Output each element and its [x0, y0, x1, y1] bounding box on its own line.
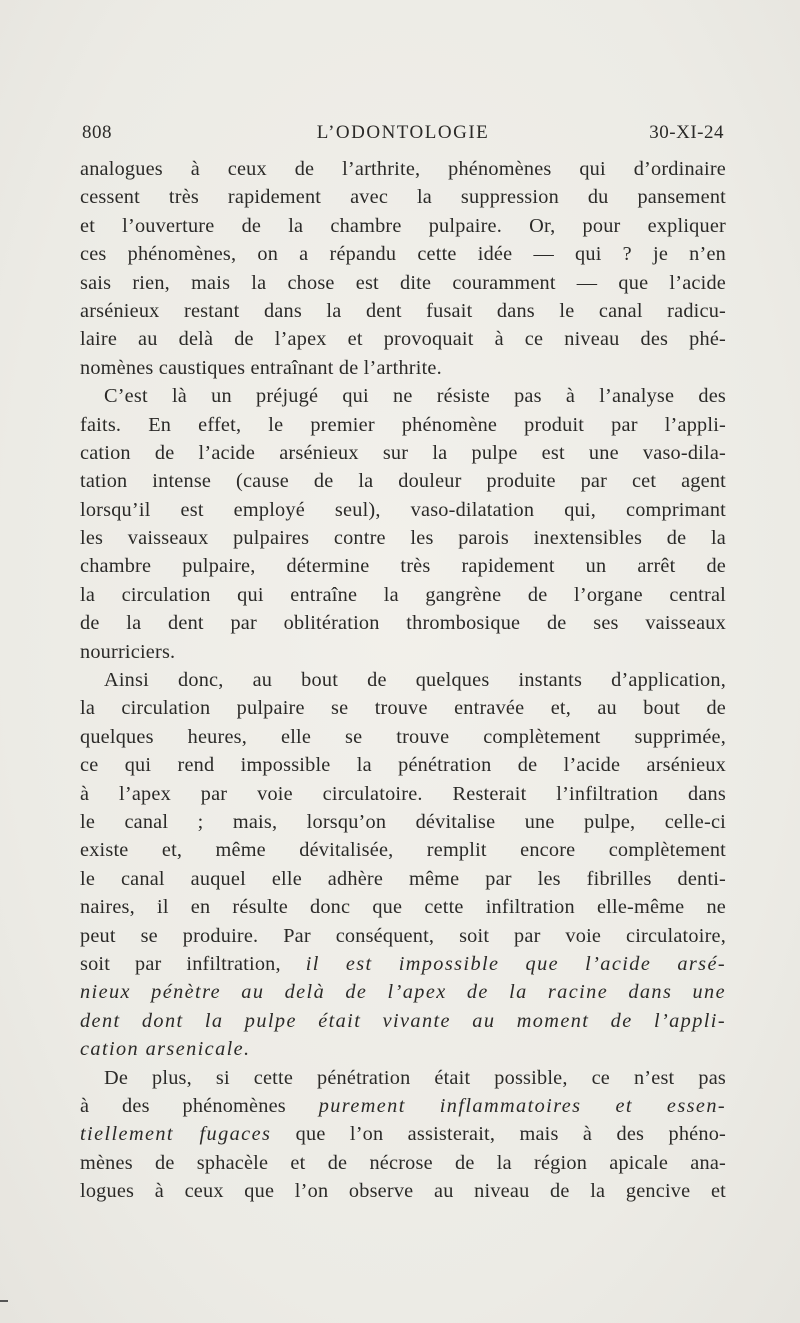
- italic-text: tiellement fugaces: [80, 1123, 272, 1146]
- text-line: quelques heures, elle se trouve complètement supprimée,: [80, 725, 726, 748]
- paragraph-start: C’est là un préjugé qui ne résiste pas à l’analyse des: [104, 385, 726, 408]
- scan-edge-mark: [0, 1300, 8, 1302]
- text-line: ce qui rend impossible la pénétration de l’acide arsénieux: [80, 754, 726, 777]
- italic-text: il est impossible que l’acide arsé-: [305, 952, 727, 975]
- body-text: [80, 155, 726, 1205]
- text-line: ces phénomènes, on a répandu cette idée — qui ? je n’en: [80, 243, 726, 266]
- text-line: lorsqu’il est employé seul), vaso-dilatation qui, comprimant: [80, 498, 726, 521]
- italic-line: cation arsenicale.: [80, 1038, 251, 1061]
- page-header: [82, 122, 724, 152]
- paragraph-start: De plus, si cette pénétration était possible, ce n’est pas: [104, 1066, 726, 1089]
- running-title: L’ODONTOLOGIE: [316, 122, 490, 143]
- text-line: chambre pulpaire, détermine très rapidement un arrêt de: [80, 555, 726, 578]
- text-line: arsénieux restant dans la dent fusait dans le canal radicu-: [80, 299, 726, 322]
- italic-line: nieux pénètre au delà de l’apex de la racine dans une: [80, 981, 726, 1004]
- text-line-mixed: [80, 1092, 726, 1120]
- text-line: de la dent par oblitération thrombosique de ses vaisseaux: [80, 612, 726, 635]
- issue-date: 30-XI-24: [649, 122, 724, 143]
- italic-text: purement inflammatoires et essen-: [318, 1094, 727, 1117]
- text-line: la circulation pulpaire se trouve entravée et, au bout de: [80, 697, 726, 720]
- text-line: sais rien, mais la chose est dite couramment — que l’acide: [80, 271, 726, 294]
- text-run: soit par infiltration,: [80, 952, 306, 975]
- text-line: le canal auquel elle adhère même par les fibrilles denti-: [80, 867, 726, 890]
- text-line: cation de l’acide arsénieux sur la pulpe est une vaso-dila-: [80, 441, 726, 464]
- text-run: à des phénomènes: [80, 1094, 319, 1117]
- text-line: existe et, même dévitalisée, remplit encore complètement: [80, 839, 726, 862]
- text-line: logues à ceux que l’on observe au niveau de la gencive et: [80, 1180, 726, 1203]
- text-line: la circulation qui entraîne la gangrène de l’organe central: [80, 583, 726, 606]
- text-line: naires, il en résulte donc que cette infiltration elle-même ne: [80, 896, 726, 919]
- text-line: analogues à ceux de l’arthrite, phénomènes qui d’ordinaire: [80, 158, 726, 180]
- text-line-mixed: [80, 1120, 726, 1148]
- text-line: tation intense (cause de la douleur produite par cet agent: [80, 470, 726, 493]
- page-number: 808: [82, 122, 112, 143]
- text-line: cessent très rapidement avec la suppression du pansement: [80, 186, 726, 209]
- text-line-mixed: [80, 950, 726, 978]
- text-line: laire au delà de l’apex et provoquait à ce niveau des phé-: [80, 328, 726, 351]
- text-line: à l’apex par voie circulatoire. Resterait l’infiltration dans: [80, 782, 726, 805]
- paragraph-start: Ainsi donc, au bout de quelques instants d’application,: [104, 669, 726, 692]
- text-line: les vaisseaux pulpaires contre les parois inextensibles de la: [80, 527, 726, 550]
- text-line: peut se produire. Par conséquent, soit par voie circulatoire,: [80, 924, 726, 947]
- text-line: faits. En effet, le premier phénomène produit par l’appli-: [80, 413, 726, 436]
- text-line: et l’ouverture de la chambre pulpaire. Or, pour expliquer: [80, 214, 726, 237]
- text-line: nourriciers.: [80, 640, 176, 663]
- text-line: nomènes caustiques entraînant de l’arthrite.: [80, 356, 442, 379]
- italic-line: dent dont la pulpe était vivante au moment de l’appli-: [80, 1009, 726, 1032]
- text-line: mènes de sphacèle et de nécrose de la région apicale ana-: [80, 1151, 726, 1174]
- text-run: que l’on assisterait, mais à des phéno-: [271, 1123, 726, 1146]
- text-line: le canal ; mais, lorsqu’on dévitalise une pulpe, celle-ci: [80, 810, 726, 833]
